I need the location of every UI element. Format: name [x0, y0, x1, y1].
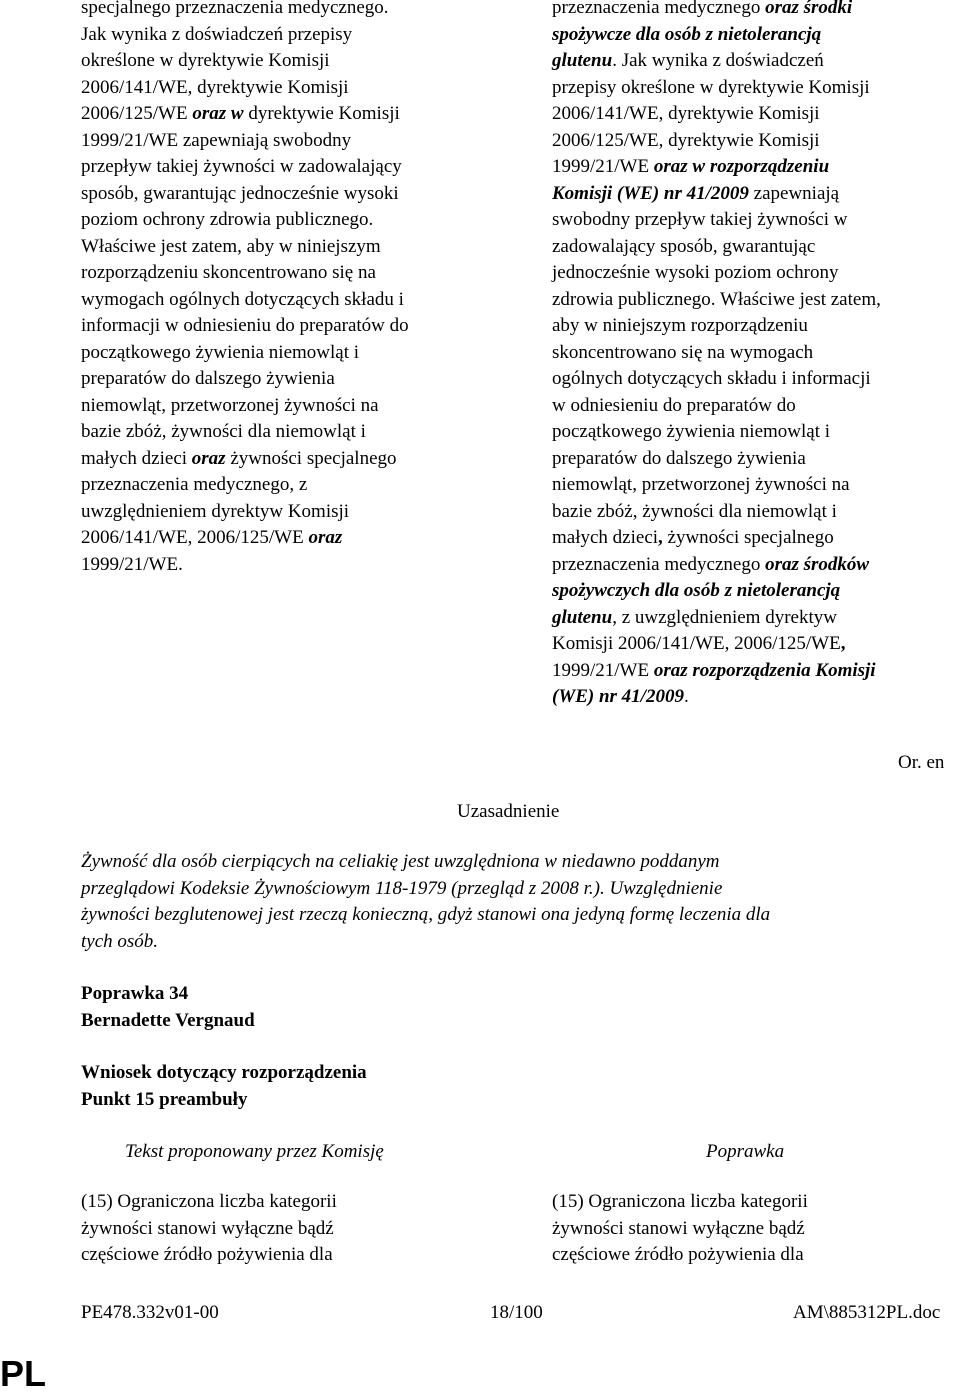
recital-commission-text [81, 1189, 337, 1269]
text-segment: , z uwzględnieniem dyrektyw [612, 606, 837, 628]
text-segment: 2006/125/WE [81, 103, 193, 124]
text-line [81, 207, 491, 234]
text-line [552, 181, 952, 208]
text-line [552, 472, 952, 499]
text-line [81, 75, 491, 102]
emphasized-text: glutenu [552, 50, 613, 71]
text-line [81, 128, 491, 155]
footer-document-id: AM\885312PL.doc [793, 1302, 941, 1323]
text-line [81, 22, 491, 49]
emphasized-text: oraz [191, 447, 226, 469]
text-line [552, 260, 952, 287]
text-line [552, 313, 952, 340]
amendment-number: Poprawka 34 [81, 983, 189, 1004]
text-segment: ogólnych dotyczących składu i informacji [552, 368, 871, 389]
emphasized-text: spożywczych dla osób z nietolerancją [552, 580, 841, 601]
text-line [552, 207, 952, 234]
text-segment: aby w niniejszym rozporządzeniu [552, 315, 808, 336]
text-segment: Jak wynika z doświadczeń przepisy [81, 23, 353, 45]
text-line [552, 128, 952, 155]
text-line [81, 472, 491, 499]
text-line [552, 22, 952, 49]
text-line [552, 419, 952, 446]
amendment-text-header: Poprawka [706, 1141, 785, 1162]
text-segment: przepisy określone w dyrektywie Komisji [552, 76, 870, 98]
right-column-text [552, 0, 952, 711]
text-segment: zapewniają [748, 182, 840, 204]
emphasized-text: , [840, 633, 846, 654]
text-line [81, 366, 491, 393]
recital-line: (15) Ograniczona liczba kategorii [81, 1191, 337, 1212]
text-segment: przeznaczenia medycznego [552, 553, 766, 575]
emphasized-text: oraz rozporządzenia Komisji [653, 659, 876, 681]
text-segment: w odniesieniu do preparatów do [552, 394, 796, 416]
proposal-title: Wniosek dotyczący rozporządzenia [81, 1062, 367, 1083]
commission-text-header: Tekst proponowany przez Komisję [125, 1141, 384, 1162]
text-line [552, 499, 952, 526]
text-line [552, 525, 952, 552]
text-line [552, 578, 952, 605]
text-line [81, 340, 491, 367]
text-line [81, 552, 491, 579]
text-line [81, 48, 491, 75]
text-line [552, 48, 952, 75]
text-segment: przepływ takiej żywności w zadowalający [81, 156, 402, 177]
emphasized-text: oraz środki [765, 0, 853, 18]
text-line [552, 605, 952, 632]
recital-line: częściowe źródło pożywienia dla [552, 1244, 804, 1265]
text-segment: specjalnego przeznaczenia medycznego. [81, 0, 389, 18]
recital-line: żywności stanowi wyłączne bądź [81, 1217, 334, 1239]
recital-line: żywności stanowi wyłączne bądź [552, 1217, 805, 1239]
text-line [81, 419, 491, 446]
text-segment: Właściwe jest zatem, aby w niniejszym [81, 235, 381, 257]
text-segment: preparatów do dalszego żywienia [81, 368, 335, 389]
text-segment: wymogach ogólnych dotyczących składu i [81, 288, 404, 310]
text-segment: bazie zbóż, żywności dla niemowląt i [552, 500, 837, 522]
text-segment: żywności specjalnego [662, 527, 834, 548]
text-line [552, 631, 952, 658]
text-segment: określone w dyrektywie Komisji [81, 50, 330, 71]
text-line [81, 234, 491, 261]
text-segment: dyrektywie Komisji [243, 103, 400, 124]
emphasized-text: oraz w rozporządzeniu [653, 156, 830, 177]
text-segment: zadowalający sposób, gwarantując [552, 235, 816, 257]
text-line [81, 446, 491, 473]
justification-line: żywności bezglutenowej jest rzeczą konieczną, gdyż stanowi ona jedyną formę leczenia dla [81, 904, 771, 925]
emphasized-text: glutenu [552, 606, 613, 628]
emphasized-text: oraz w [192, 103, 244, 124]
recital-line: (15) Ograniczona liczba kategorii [552, 1191, 808, 1212]
amendment-header [81, 981, 255, 1034]
justification-text [81, 849, 770, 955]
text-segment: rozporządzeniu skoncentrowano się na [81, 262, 376, 283]
text-segment: zdrowia publicznego. Właściwe jest zatem, [552, 288, 881, 310]
emphasized-text: (WE) nr 41/2009 [552, 686, 684, 707]
amendment-target [81, 1060, 367, 1113]
text-segment: 1999/21/WE [552, 659, 654, 681]
original-language: Or. en [898, 752, 945, 773]
text-line [81, 101, 491, 128]
text-line [552, 234, 952, 261]
text-line [552, 0, 952, 22]
text-segment: niemowląt, przetworzonej żywności na [552, 474, 850, 495]
text-segment: początkowego żywienia niemowląt i [552, 421, 831, 442]
text-line [552, 658, 952, 685]
text-line [552, 552, 952, 579]
text-line [81, 287, 491, 314]
text-segment: jednocześnie wysoki poziom ochrony [552, 262, 839, 283]
text-segment: informacji w odniesieniu do preparatów do [81, 315, 409, 336]
emphasized-text: Komisji (WE) nr 41/2009 [552, 182, 749, 204]
text-segment: skoncentrowano się na wymogach [552, 341, 814, 363]
text-line [552, 393, 952, 420]
text-segment: przeznaczenia medycznego, z [81, 474, 308, 495]
text-line [552, 287, 952, 314]
text-segment: żywności specjalnego [225, 447, 397, 469]
emphasized-text: oraz [308, 527, 343, 548]
text-line [81, 393, 491, 420]
text-segment: . [683, 686, 689, 707]
text-segment: preparatów do dalszego żywienia [552, 447, 806, 469]
recital-amendment-text [552, 1189, 808, 1269]
text-segment: niemowląt, przetworzonej żywności na [81, 394, 379, 416]
recital-line: częściowe źródło pożywienia dla [81, 1244, 333, 1265]
emphasized-text: oraz środków [765, 553, 870, 575]
text-segment: małych dzieci [552, 527, 659, 548]
text-line [552, 101, 952, 128]
text-line [552, 684, 952, 711]
text-segment: 1999/21/WE. [81, 553, 183, 575]
emphasized-text: , [658, 527, 663, 548]
text-segment: przeznaczenia medycznego [552, 0, 766, 18]
text-segment: poziom ochrony zdrowia publicznego. [81, 209, 374, 230]
text-line [81, 0, 491, 22]
recital-location: Punkt 15 preambuły [81, 1088, 248, 1110]
justification-line: przeglądowi Kodeksie Żywnościowym 118-1979 (przegląd z 2008 r.). Uwzględnienie [81, 877, 723, 899]
text-line [81, 260, 491, 287]
text-segment: 1999/21/WE zapewniają swobodny [81, 129, 352, 151]
text-segment: 2006/141/WE, 2006/125/WE [81, 527, 309, 548]
text-segment: Komisji 2006/141/WE, 2006/125/WE [552, 633, 841, 654]
text-line [81, 181, 491, 208]
text-segment: początkowego żywienia niemowląt i [81, 341, 360, 363]
text-segment: małych dzieci [81, 447, 192, 469]
text-segment: 2006/141/WE, dyrektywie Komisji [81, 76, 349, 98]
text-line [552, 154, 952, 181]
text-segment: swobodny przepływ takiej żywności w [552, 209, 848, 230]
amendment-author: Bernadette Vergnaud [81, 1009, 255, 1031]
emphasized-text: spożywcze dla osób z nietolerancją [552, 23, 822, 45]
text-line [552, 75, 952, 102]
left-column-text [81, 0, 491, 578]
text-line [81, 313, 491, 340]
text-segment: 2006/141/WE, dyrektywie Komisji [552, 103, 820, 124]
text-line [552, 446, 952, 473]
justification-line: tych osób. [81, 930, 159, 952]
justification-line: Żywność dla osób cierpiących na celiakię jest uwzględniona w niedawno poddanym [81, 851, 720, 872]
text-segment: uwzględnieniem dyrektyw Komisji [81, 500, 350, 522]
footer-language-code: PL [0, 1353, 47, 1394]
footer-page-number: 18/100 [490, 1302, 543, 1323]
text-line [81, 525, 491, 552]
text-line [552, 340, 952, 367]
text-segment: bazie zbóż, żywności dla niemowląt i [81, 421, 366, 442]
footer-reference: PE478.332v01-00 [81, 1302, 219, 1323]
text-segment: . Jak wynika z doświadczeń [612, 50, 824, 71]
text-line [81, 499, 491, 526]
text-line [81, 154, 491, 181]
text-segment: sposób, gwarantując jednocześnie wysoki [81, 182, 399, 204]
text-line [552, 366, 952, 393]
text-segment: 2006/125/WE, dyrektywie Komisji [552, 129, 820, 151]
justification-heading: Uzasadnienie [457, 801, 560, 822]
text-segment: 1999/21/WE [552, 156, 654, 177]
